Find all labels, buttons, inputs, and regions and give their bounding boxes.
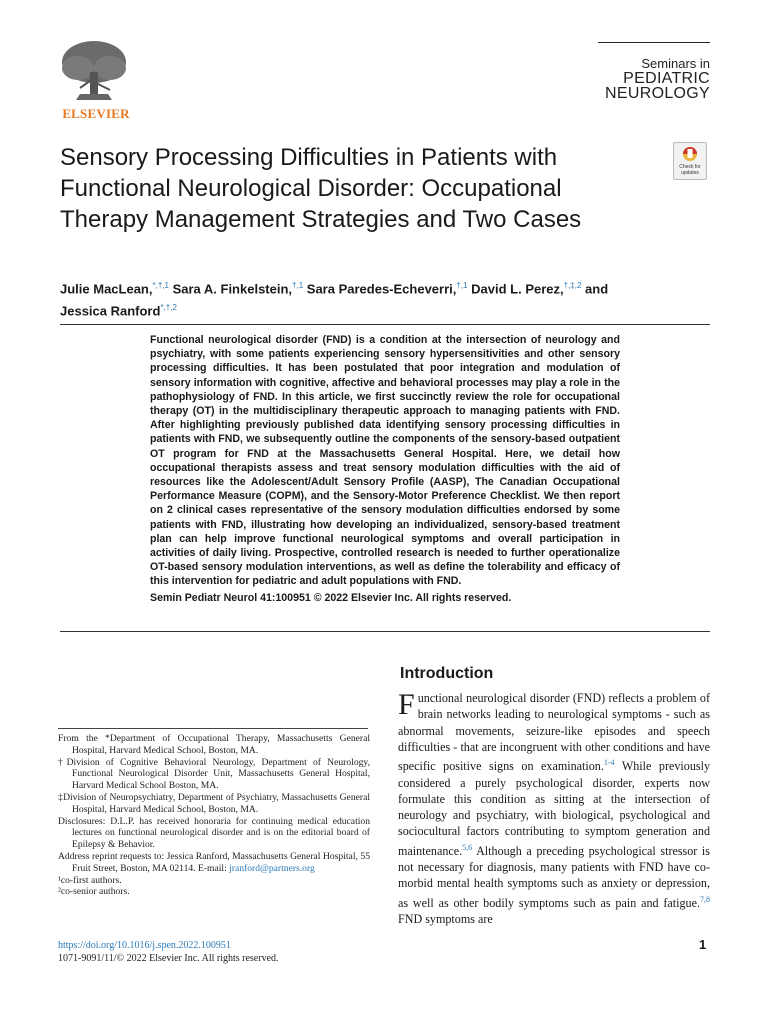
author-marks: *,†,2 (160, 303, 177, 313)
intro-text-2: While previously considered a purely psychological disorder, experts now formulate this condition as sitting at the intersection of neurology and psychiatry, with biological, psychological and sociocultural factors contributing to symptom generation and maintenance. (398, 759, 710, 858)
citation-line: Semin Pediatr Neurol 41:100951 © 2022 Elsevier Inc. All rights reserved. (150, 592, 512, 604)
reprint-text: Address reprint requests to: Jessica Ranford, Massachusetts General Hospital, 55 Fruit Street, Boston, MA 02114. E-mail: (58, 850, 370, 874)
affiliation-neuropsychiatry: ‡Division of Neuropsychiatry, Department of Psychiatry, Massachusetts General Hospital, Harvard Medical School, Boston, MA. (58, 791, 370, 815)
publisher-name: ELSEVIER (62, 106, 130, 121)
affiliation-occupational-therapy: From the *Department of Occupational Therapy, Massachusetts General Hospital, Harvard Medical School, Boston, MA. (58, 733, 370, 756)
intro-text-4: FND symptoms are (398, 911, 493, 926)
reference-link[interactable]: 5,6 (462, 842, 473, 852)
reference-link[interactable]: 7,8 (700, 894, 710, 904)
article-title: Sensory Processing Difficulties in Patients with Functional Neurological Disorder: Occupational Therapy Management Strategies and Two Cases (60, 144, 582, 233)
page-number: 1 (699, 937, 707, 952)
divider-bottom (60, 631, 710, 632)
reprint-address (58, 851, 370, 875)
tree-icon (56, 38, 132, 106)
author-conjunction: and (585, 281, 609, 297)
disclosures: Disclosures: D.L.P. has received honoraria for continuing medical education lectures on functional neurological disorder and is on the editorial board of Epilepsy & Behavior. (58, 815, 370, 851)
drop-cap: F (398, 688, 415, 721)
author-list (60, 276, 710, 321)
divider-top (60, 324, 710, 325)
section-heading-introduction: Introduction (400, 665, 494, 682)
author-name: Jessica Ranford (60, 303, 161, 319)
crossmark-label: Check for updates (679, 164, 701, 176)
crossmark-icon (674, 143, 706, 163)
check-for-updates-button[interactable] (673, 142, 707, 180)
doi-link[interactable]: https://doi.org/10.1016/j.spen.2022.100951 (58, 940, 231, 951)
co-senior-note: ²co-senior authors. (58, 886, 130, 898)
journal-line-3: NEUROLOGY (605, 85, 710, 102)
author-name: Sara Paredes-Echeverri, (306, 281, 457, 297)
issn-copyright: 1071-9091/11/© 2022 Elsevier Inc. All rights reserved. (58, 953, 279, 964)
author-marks: †,1 (292, 281, 304, 290)
intro-text-3: Although a preceding psychological stressor is not necessary for diagnosis, many patients with FND have co-morbid mental health symptoms such as anxiety or depression, as well as other bodily symptoms such as pain and fatigue. (398, 843, 710, 910)
author-marks: *,†,1 (152, 281, 169, 290)
co-first-note: ¹co-first authors. (58, 874, 122, 886)
journal-line-1: Seminars in (641, 56, 710, 71)
journal-rule (598, 42, 710, 43)
journal-name (560, 56, 710, 101)
author-name: Julie MacLean, (60, 281, 153, 297)
author-marks: †,‡,2 (563, 281, 582, 290)
footnote-rule (58, 728, 368, 729)
author-name: Sara A. Finkelstein, (172, 281, 293, 297)
affiliations-footnotes (58, 733, 370, 898)
journal-line-2: PEDIATRIC (623, 70, 710, 87)
author-marks: †,1 (456, 281, 468, 290)
reference-link[interactable]: 1-4 (603, 758, 615, 768)
email-link[interactable]: jranford@partners.org (229, 862, 315, 874)
introduction-body (398, 690, 710, 927)
intro-text-1: unctional neurological disorder (FND) reflects a problem of brain networks leading to neurological symptoms - such as abnormal movements, seizure-like episodes and speech difficulties - that are incongruent with other conditions and have specific positive signs on examination. (398, 691, 710, 774)
abstract-text: Functional neurological disorder (FND) is a condition at the intersection of neurology and psychiatry, with some patients experiencing sensory hypersensitivities and other sensory processing difficulties. It has been postulated that poor integration and modulation of sensory information with cognitive, affective and behavioral processes may play a role in the pathophysiology of FND. In this article, we first succinctly review the role for occupational therapy (OT) in the multidisciplinary therapeutic approach to managing patients with FND. After highlighting previously published data identifying sensory processing difficulties in patients with FND, we subsequently outline the components of the sensory-based outpatient OT program for FND at the Massachusetts General Hospital. Here, we detail how occupational therapists assess and treat sensory modulation difficulties with the aid of resources like the Adolescent/Adult Sensory Profile (AASP), The Canadian Occupational Performance Measure (COPM), and the Sensory-Motor Preference Checklist. We then report on 2 clinical cases representative of the sensory modulation difficulties endorsed by some patients with FND, illustrating how developing an individualized, sensory-based treatment plan can help improve functional neurological symptoms and overall participation in activities of daily living. Prospective, controlled research is needed to further operationalize OT-based sensory modulation interventions, as well as define the tolerability and efficacy of this intervention for pediatric and adult populations with FND. (150, 334, 620, 588)
author-name: David L. Perez, (471, 281, 564, 297)
affiliation-neurology: †Division of Cognitive Behavioral Neurology, Department of Neurology, Functional Neurological Disorder Unit, Massachusetts General Hospital, Harvard Medical School Boston, MA. (58, 756, 370, 792)
